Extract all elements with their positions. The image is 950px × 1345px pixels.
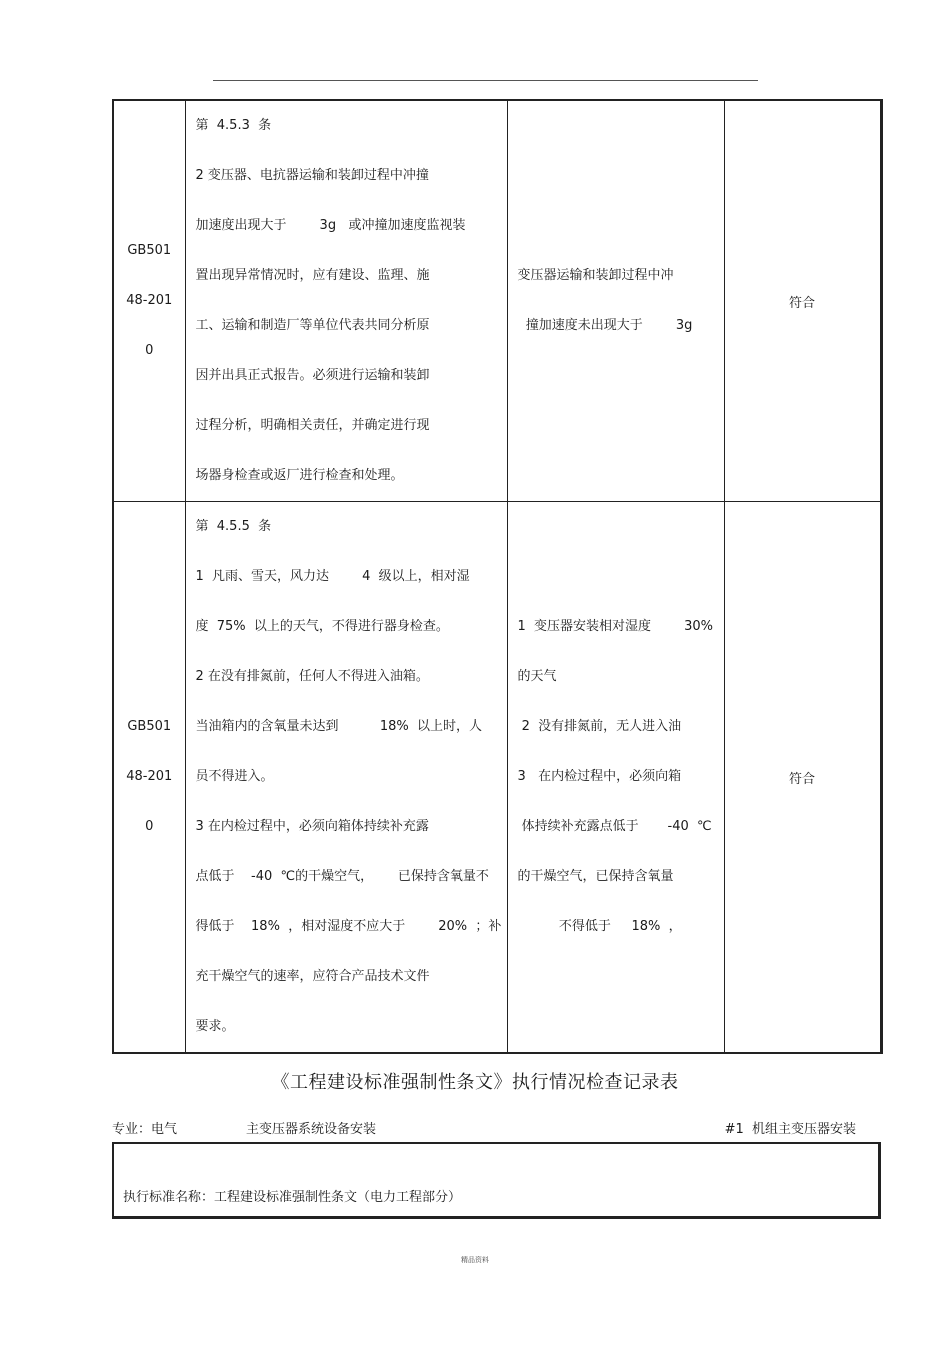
form-title: 《工程建设标准强制性条文》执行情况检查记录表 [271,1072,679,1093]
requirement-cell-line: 要求。 [195,1019,235,1034]
check-result-cell-line: 2 没有排氮前，无人进入油 [517,719,682,734]
requirement-cell-line: 因并出具正式报告。必须进行运输和装卸 [195,368,430,383]
top-rule [213,80,758,81]
requirement-cell-line: 过程分析，明确相关责任，并确定进行现 [195,418,430,433]
requirement-cell-line: 2 变压器、电抗器运输和装卸过程中冲撞 [195,168,429,183]
requirement-cell-line: 加速度出现大于 3g 或冲撞加速度监视装 [195,218,466,233]
requirement-cell-line: 置出现异常情况时，应有建设、监理、施 [195,268,430,283]
table-row [113,100,881,502]
standard-name-box [112,1142,881,1219]
check-result-cell-line: 不得低于 18% ， [517,919,682,934]
requirement-cell-line: 得低于 18% ，相对湿度不应大于 20% ；补 [195,919,502,934]
subsystem-label: 主变压器系统设备安装 [246,1122,377,1137]
check-result-cell-line: 变压器运输和装卸过程中冲 [517,268,674,283]
check-result-cell-line: 的干燥空气，已保持含氧量 [517,869,674,884]
requirement-cell-line: 工、运输和制造厂等单位代表共同分析原 [195,318,430,333]
requirement-cell-line: 3 在内检过程中，必须向箱体持续补充露 [195,819,429,834]
check-result-cell-line: 撞加速度未出现大于 3g [517,318,693,333]
standard-code-cell-line: GB501 [127,243,172,258]
conformance-cell: 符合 [724,100,881,502]
requirement-cell-line: 1 凡雨、雪天，风力达 4 级以上，相对湿 [195,569,470,584]
requirement-cell-line: 第 4.5.3 条 [195,118,272,133]
standard-code-cell-line: 0 [145,343,154,358]
check-result-cell-line: 3 在内检过程中，必须向箱 [517,769,682,784]
standard-name: 执行标准名称：工程建设标准强制性条文（电力工程部分） [123,1190,462,1205]
check-result-cell [507,100,724,502]
requirement-cell-line: 充干燥空气的速率，应符合产品技术文件 [195,969,430,984]
standard-code-cell-line: GB501 [127,719,172,734]
check-result-cell-line: 1 变压器安装相对湿度 30% [517,619,713,634]
requirement-cell-line: 点低于 -40 ℃的干燥空气， 已保持含氧量不 [195,869,489,884]
standard-code-cell [113,502,185,1054]
conformance-cell: 符合 [724,502,881,1054]
requirement-cell-line: 2 在没有排氮前，任何人不得进入油箱。 [195,669,429,684]
specialty-label: 专业：电气 [112,1122,178,1137]
requirement-cell-line: 当油箱内的含氧量未达到 18% 以上时，人 [195,719,482,734]
requirement-cell [185,100,507,502]
unit-label: #1 机组主变压器安装 [724,1122,856,1137]
footer-note: 精品资料 [461,1256,489,1264]
standard-code-cell-line: 48-201 [126,769,173,784]
check-result-cell-line: 的天气 [517,669,557,684]
requirement-cell-line: 度 75% 以上的天气，不得进行器身检查。 [195,619,449,634]
inspection-table [112,99,883,1054]
standard-code-cell-line: 48-201 [126,293,173,308]
check-result-cell-line: 体持续补充露点低于 -40 ℃ [517,819,712,834]
requirement-cell-line: 员不得进入。 [195,769,274,784]
standard-code-cell [113,100,185,502]
requirement-cell-line: 场器身检查或返厂进行检查和处理。 [195,468,404,483]
requirement-cell [185,502,507,1054]
check-result-cell [507,502,724,1054]
requirement-cell-line: 第 4.5.5 条 [195,519,272,534]
table-row [113,502,881,1054]
standard-code-cell-line: 0 [145,819,154,834]
